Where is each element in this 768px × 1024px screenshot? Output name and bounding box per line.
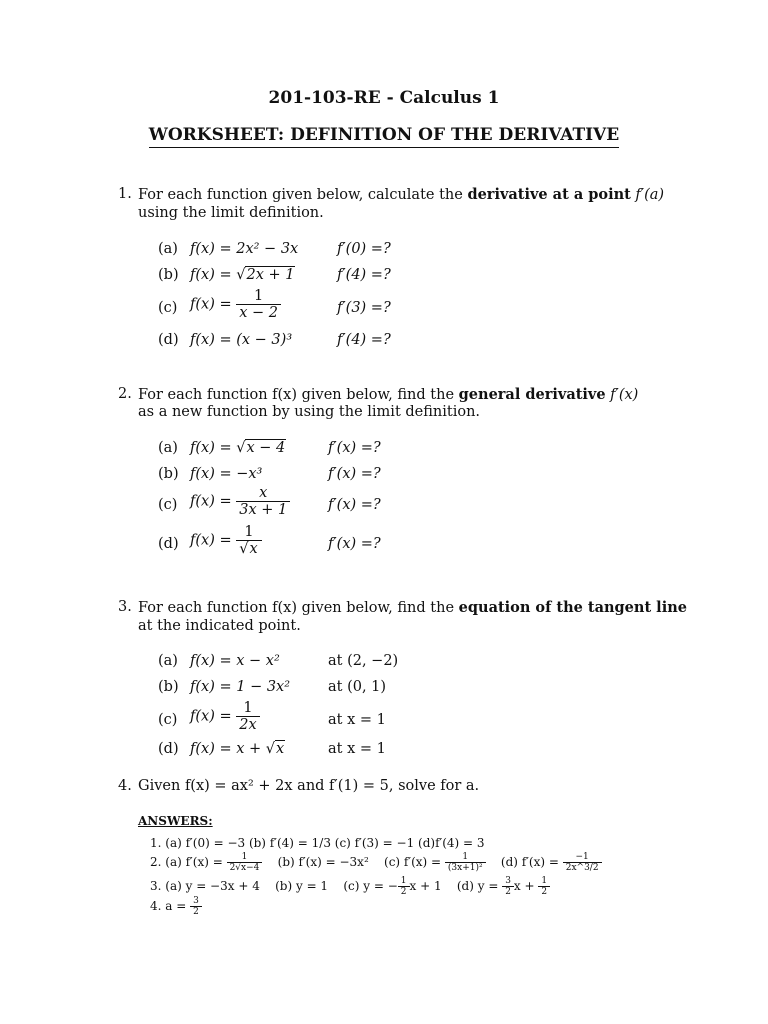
fraction: $\frac{3}{2}$	[502, 876, 514, 897]
q3-item-d-point: at x = 1	[328, 741, 386, 757]
q1-item-d-label: (d)	[158, 332, 179, 348]
q2-item-c-target: f′(x) =?	[328, 497, 381, 513]
q1-item-b-function: f(x) = √2x + 1	[190, 267, 295, 283]
q1-item-a-label: (a)	[158, 241, 178, 257]
question-3-text-line2: at the indicated point.	[138, 618, 301, 634]
q2-item-d-label: (d)	[158, 536, 179, 552]
q3-item-b-label: (b)	[158, 679, 179, 695]
q2-item-d-target: f′(x) =?	[328, 536, 381, 552]
q1-item-c-target: f′(3) =?	[337, 300, 391, 316]
q3-item-c-label: (c)	[158, 712, 178, 728]
question-3-text: For each function f(x) given below, find the equation of the tangent line	[138, 599, 687, 616]
worksheet-title: WORKSHEET: DEFINITION OF THE DERIVATIVE	[0, 125, 768, 145]
q1-item-c-function: f(x) = $\frac{1}{x - 2}$	[190, 288, 281, 321]
q2-item-c-label: (c)	[158, 497, 178, 513]
fraction: $\frac{3}{2}$	[190, 896, 202, 917]
fraction: $\frac{1}{2}$	[398, 876, 410, 897]
q2-item-a-function: f(x) = √x − 4	[190, 440, 286, 456]
q1-item-c-label: (c)	[158, 300, 178, 316]
q3-item-c-function: f(x) = $\frac{1}{2x}$	[190, 700, 260, 733]
q2-item-d-function: f(x) = $\frac{1}{√x}$	[190, 524, 262, 557]
q3-item-a-function: f(x) = x − x²	[190, 653, 280, 669]
fraction: $\frac{1}{\text{(3x+1)²}}$	[445, 852, 486, 873]
answers-line-2: 2. (a) f′(x) = $\frac{1}{2√x-4}$ (b) f′(x) = −3x² (c) f′(x) = $\frac{1}{\text{(3x+1)²}}$ (d) f′(x) = $\frac{-1}{2x\^{}3/2}$	[150, 852, 602, 873]
fraction: $\frac{x}{3x + 1}$	[236, 485, 290, 518]
fraction: $\frac{1}{2}$	[538, 876, 550, 897]
question-1-text: For each function given below, calculate the derivative at a point f′(a)	[138, 186, 665, 203]
question-4-number: 4.	[118, 778, 132, 794]
q3-item-c-point: at x = 1	[328, 712, 386, 728]
q2-item-b-target: f′(x) =?	[328, 466, 381, 482]
fraction: $\frac{1}{2√x-4}$	[227, 852, 263, 873]
q1-item-a-function: f(x) = 2x² − 3x	[190, 241, 299, 257]
question-2-text: For each function f(x) given below, find the general derivative f′(x)	[138, 386, 639, 403]
question-1-text-line2: using the limit definition.	[138, 205, 324, 221]
q3-item-b-point: at (0, 1)	[328, 679, 387, 695]
fraction: $\frac{1}{x - 2}$	[236, 288, 281, 321]
q1-item-d-target: f′(4) =?	[337, 332, 391, 348]
question-2-number: 2.	[118, 386, 132, 402]
answers-line-4: 4. a = $\frac{3}{2}$	[150, 896, 202, 917]
q1-item-b-target: f′(4) =?	[337, 267, 391, 283]
fraction: $\frac{1}{√x}$	[236, 524, 261, 557]
course-title: 201-103-RE - Calculus 1	[268, 88, 500, 108]
fraction: $\frac{1}{2x}$	[236, 700, 259, 733]
q2-item-b-function: f(x) = −x³	[190, 466, 263, 482]
question-3-number: 3.	[118, 599, 132, 615]
question-4-text: Given f(x) = ax² + 2x and f′(1) = 5, solve for a.	[138, 778, 480, 794]
q1-item-b-label: (b)	[158, 267, 179, 283]
question-1-number: 1.	[118, 186, 132, 202]
q2-item-b-label: (b)	[158, 466, 179, 482]
q3-item-a-label: (a)	[158, 653, 178, 669]
q2-item-c-function: f(x) = $\frac{x}{3x + 1}$	[190, 485, 290, 518]
answers-line-1: 1. (a) f′(0) = −3 (b) f′(4) = 1/3 (c) f′(3) = −1 (d)f′(4) = 3	[150, 836, 485, 850]
q3-item-b-function: f(x) = 1 − 3x²	[190, 679, 291, 695]
q3-item-a-point: at (2, −2)	[328, 653, 399, 669]
answers-heading: ANSWERS:	[138, 814, 213, 828]
question-2-text-line2: as a new function by using the limit definition.	[138, 404, 481, 420]
q1-item-d-function: f(x) = (x − 3)³	[190, 332, 293, 348]
fraction: $\frac{-1}{2x\^{}3/2}$	[563, 852, 602, 873]
q2-item-a-target: f′(x) =?	[328, 440, 381, 456]
q3-item-d-label: (d)	[158, 741, 179, 757]
q1-item-a-target: f′(0) =?	[337, 241, 391, 257]
q3-item-d-function: f(x) = x + √x	[190, 741, 285, 757]
answers-line-3: 3. (a) y = −3x + 4 (b) y = 1 (c) y = − $\frac{1}{2}$ x + 1 (d) y = $\frac{3}{2}$ x + $\frac{1}{2}$	[150, 876, 550, 897]
q2-item-a-label: (a)	[158, 440, 178, 456]
